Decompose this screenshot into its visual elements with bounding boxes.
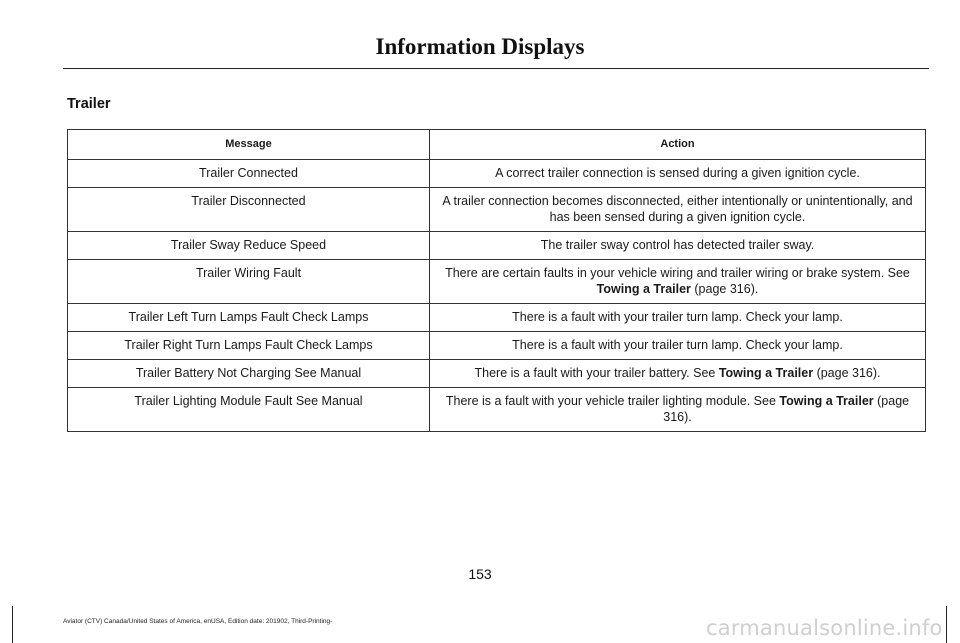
action-text: There is a fault with your trailer turn lamp. Check your lamp. — [512, 310, 843, 324]
action-cell — [430, 160, 926, 188]
crop-mark-left — [12, 606, 13, 643]
action-cell — [430, 332, 926, 360]
page-number: 153 — [468, 566, 492, 582]
crop-mark-right — [946, 606, 947, 643]
message-cell: Trailer Sway Reduce Speed — [68, 232, 430, 260]
page-reference-link[interactable]: Towing a Trailer — [596, 282, 691, 296]
page-reference-link[interactable]: Towing a Trailer — [718, 366, 814, 380]
action-cell — [430, 360, 926, 388]
page-title: Information Displays — [375, 34, 585, 59]
message-cell: Trailer Left Turn Lamps Fault Check Lamps — [68, 304, 430, 332]
watermark: carmanualsonline.info — [706, 616, 943, 640]
table-row — [68, 360, 926, 388]
action-cell — [430, 188, 926, 232]
table-row — [68, 388, 926, 432]
action-cell — [430, 388, 926, 432]
table-row — [68, 232, 926, 260]
action-cell — [430, 260, 926, 304]
page-reference-number: (page 316). — [816, 366, 881, 380]
table-row — [68, 160, 926, 188]
message-cell: Trailer Battery Not Charging See Manual — [68, 360, 430, 388]
page-reference-link[interactable]: Towing a Trailer — [779, 394, 874, 408]
edition-footer: Aviator (CTV) Canada/United States of America, enUSA, Edition date: 201902, Third-Printing- — [63, 618, 333, 625]
section-heading: Trailer — [67, 96, 111, 112]
page-reference-number: (page 316). — [663, 394, 910, 424]
action-text: There is a fault with your vehicle trailer lighting module. See — [445, 394, 776, 408]
column-header-action: Action — [430, 130, 926, 160]
table-row — [68, 304, 926, 332]
message-cell: Trailer Lighting Module Fault See Manual — [68, 388, 430, 432]
action-text: There are certain faults in your vehicle wiring and trailer wiring or brake system. See — [445, 266, 910, 280]
action-text: There is a fault with your trailer turn lamp. Check your lamp. — [512, 338, 843, 352]
table-row — [68, 188, 926, 232]
message-cell: Trailer Wiring Fault — [68, 260, 430, 304]
message-table — [67, 129, 926, 432]
action-cell — [430, 304, 926, 332]
table-row — [68, 332, 926, 360]
message-cell: Trailer Disconnected — [68, 188, 430, 232]
page-reference-number: (page 316). — [694, 282, 759, 296]
table-row — [68, 260, 926, 304]
message-cell: Trailer Connected — [68, 160, 430, 188]
action-text: There is a fault with your trailer battery. See — [474, 366, 716, 380]
message-cell: Trailer Right Turn Lamps Fault Check Lamps — [68, 332, 430, 360]
table-header-row — [68, 130, 926, 160]
action-text: A correct trailer connection is sensed during a given ignition cycle. — [495, 166, 860, 180]
action-cell — [430, 232, 926, 260]
action-text: The trailer sway control has detected trailer sway. — [540, 238, 815, 252]
action-text: A trailer connection becomes disconnected, either intentionally or unintentionally, and has been sensed during a given ignition cycle. — [442, 194, 913, 224]
column-header-message: Message — [68, 130, 430, 160]
header-divider — [63, 68, 929, 69]
